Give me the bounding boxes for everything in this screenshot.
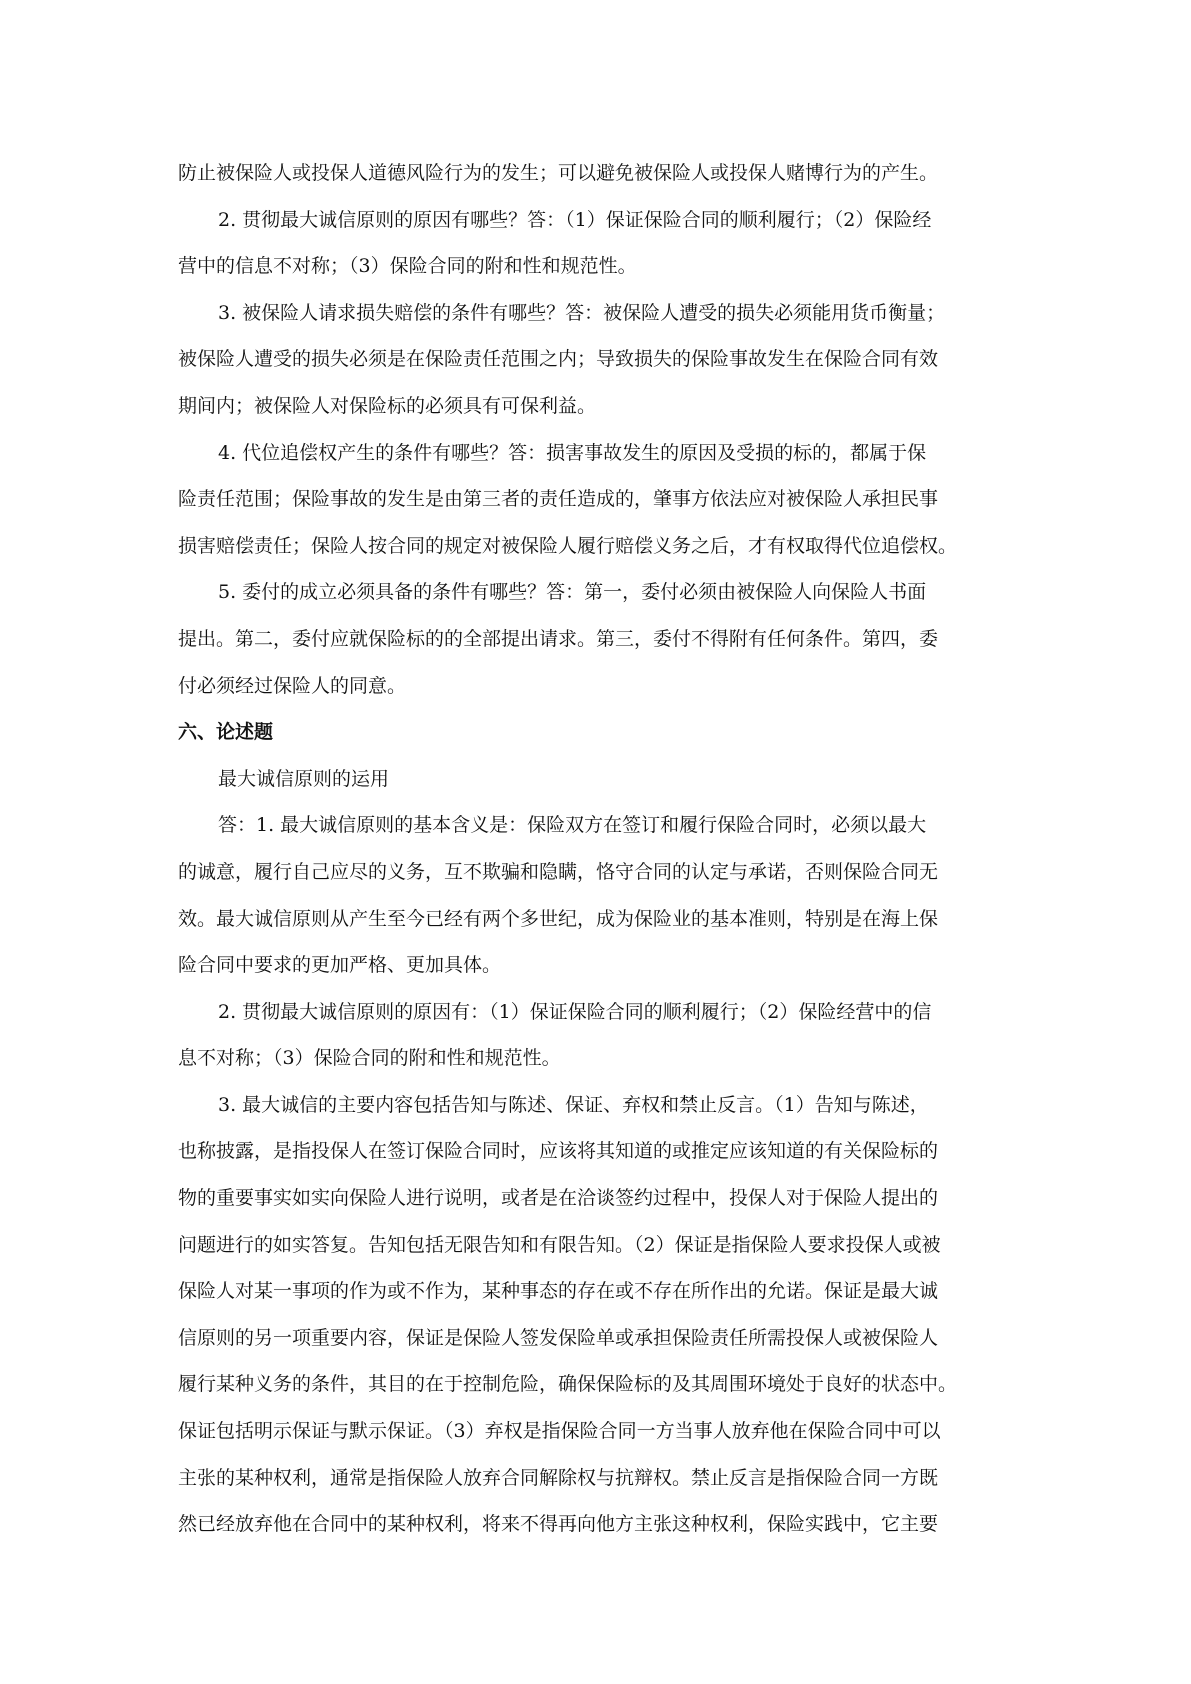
text-line: 提出。第二，委付应就保险标的的全部提出请求。第三，委付不得附有任何条件。第四，委 <box>178 627 939 650</box>
text-line: 物的重要事实如实向保险人进行说明，或者是在洽谈签约过程中，投保人对于保险人提出的 <box>178 1187 939 1210</box>
text-line: 险责任范围；保险事故的发生是由第三者的责任造成的，肇事方依法应对被保险人承担民事 <box>178 488 939 511</box>
text-line: 主张的某种权利，通常是指保险人放弃合同解除权与抗辩权。禁止反言是指保险合同一方既 <box>178 1466 939 1489</box>
text-line: 期间内；被保险人对保险标的必须具有可保利益。 <box>178 394 597 417</box>
text-line: 最大诚信原则的运用 <box>218 767 390 790</box>
document-body <box>178 150 1013 1548</box>
text-line: 保险人对某一事项的作为或不作为，某种事态的存在或不存在所作出的允诺。保证是最大诚 <box>178 1280 939 1303</box>
text-line: 防止被保险人或投保人道德风险行为的发生；可以避免被保险人或投保人赌博行为的产生。 <box>178 162 939 184</box>
text-line: 的诚意，履行自己应尽的义务，互不欺骗和隐瞒，恪守合同的认定与承诺，否则保险合同无 <box>178 860 939 883</box>
text-line: 保证包括明示保证与默示保证。（3）弃权是指保险合同一方当事人放弃他在保险合同中可以 <box>178 1420 941 1443</box>
text-line: 问题进行的如实答复。告知包括无限告知和有限告知。（2）保证是指保险人要求投保人或被 <box>178 1233 941 1256</box>
text-line: 效。最大诚信原则从产生至今已经有两个多世纪，成为保险业的基本准则，特别是在海上保 <box>178 907 939 930</box>
section-heading: 六、论述题 <box>178 721 274 744</box>
text-line: 息不对称；（3）保险合同的附和性和规范性。 <box>178 1047 561 1070</box>
text-line: 损害赔偿责任；保险人按合同的规定对被保险人履行赔偿义务之后，才有权取得代位追偿权。 <box>178 534 958 557</box>
text-line: 也称披露，是指投保人在签订保险合同时，应该将其知道的或推定应该知道的有关保险标的 <box>178 1140 939 1163</box>
text-line: 营中的信息不对称；（3）保险合同的附和性和规范性。 <box>178 255 637 278</box>
text-line: 3. 被保险人请求损失赔偿的条件有哪些？答：被保险人遭受的损失必须能用货币衡量； <box>218 301 946 324</box>
text-line: 5. 委付的成立必须具备的条件有哪些？答：第一，委付必须由被保险人向保险人书面 <box>218 581 927 604</box>
text-line: 2. 贯彻最大诚信原则的原因有哪些？答：（1）保证保险合同的顺利履行；（2）保险经 <box>218 208 932 231</box>
text-line: 履行某种义务的条件，其目的在于控制危险，确保保险标的及其周围环境处于良好的状态中。 <box>178 1373 958 1396</box>
text-line: 信原则的另一项重要内容，保证是保险人签发保险单或承担保险责任所需投保人或被保险人 <box>178 1326 939 1349</box>
text-line: 答：1. 最大诚信原则的基本含义是：保险双方在签订和履行保险合同时，必须以最大 <box>218 814 927 837</box>
text-line: 然已经放弃他在合同中的某种权利，将来不得再向他方主张这种权利，保险实践中，它主要 <box>178 1513 939 1536</box>
text-line: 被保险人遭受的损失必须是在保险责任范围之内；导致损失的保险事故发生在保险合同有效 <box>178 348 939 371</box>
text-line: 2. 贯彻最大诚信原则的原因有：（1）保证保险合同的顺利履行；（2）保险经营中的信 <box>218 1000 932 1023</box>
text-line: 付必须经过保险人的同意。 <box>178 674 407 697</box>
text-line: 4. 代位追偿权产生的条件有哪些？答：损害事故发生的原因及受损的标的，都属于保 <box>218 441 927 464</box>
text-line: 险合同中要求的更加严格、更加具体。 <box>178 954 502 977</box>
text-line: 3. 最大诚信的主要内容包括告知与陈述、保证、弃权和禁止反言。（1）告知与陈述， <box>218 1093 929 1116</box>
